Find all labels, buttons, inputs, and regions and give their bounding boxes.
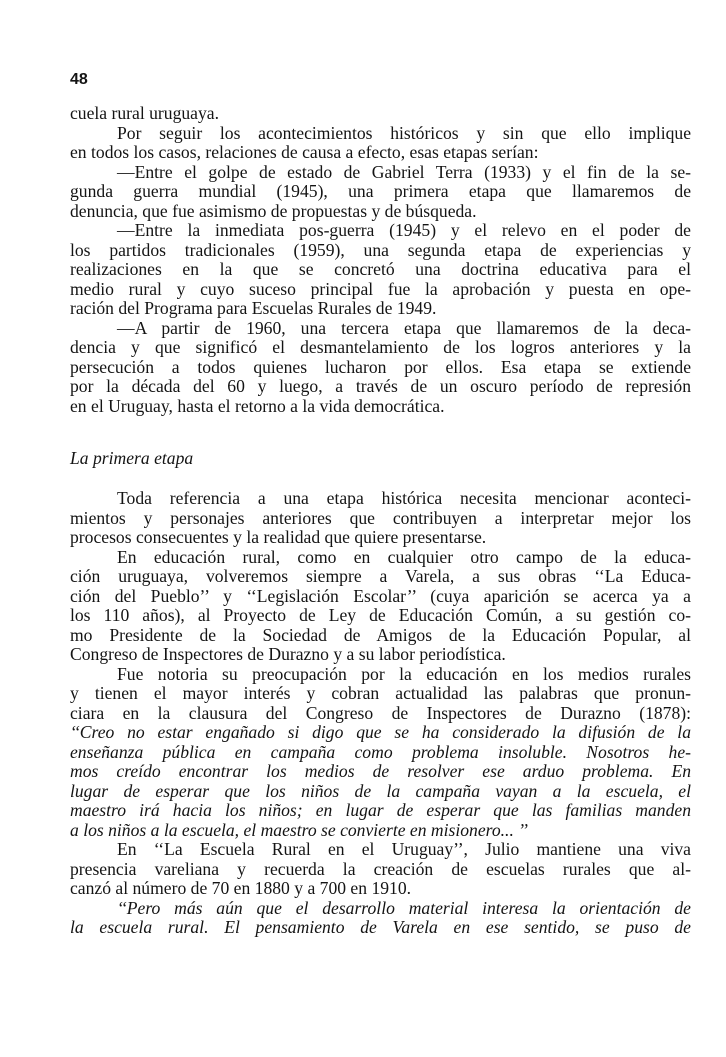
text-line: Por seguir los acontecimientos históricos y sin que ello implique <box>117 122 691 143</box>
text-line: lugar de esperar que los niños de la campaña vayan a la escuela, el <box>70 780 691 801</box>
text-line: dencia y que significó el desmantelamiento de los logros anteriores y la <box>70 337 691 357</box>
section-heading: La primera etapa <box>70 448 194 468</box>
text-line: por la década del 60 y luego, a través de un oscuro período de represión <box>70 376 691 396</box>
text-line: Toda referencia a una etapa histórica necesita mencionar aconteci- <box>117 488 691 508</box>
body-text-section-2 <box>70 489 691 938</box>
text-line: medio rural y cuyo suceso principal fue la aprobación y puesta en ope- <box>70 278 691 299</box>
text-line: canzó al número de 70 en 1880 y a 700 en 1910. <box>70 878 412 898</box>
text-line: denuncia, que fue asimismo de propuestas y de búsqueda. <box>70 200 477 221</box>
text-line: y tienen el mayor interés y cobran actualidad las palabras que pronun- <box>70 683 691 703</box>
text-line: maestro irá hacia los niños; en lugar de esperar que las familias manden <box>70 800 691 820</box>
text-line: presencia vareliana y recuerda la creación de escuelas rurales que al- <box>70 858 691 879</box>
text-line: Congreso de Inspectores de Durazno y a su labor periodística. <box>70 644 506 664</box>
text-line: —Entre la inmediata pos-guerra (1945) y el relevo en el poder de <box>117 220 691 240</box>
text-line: ción uruguaya, volveremos siempre a Varela, a sus obras ‘‘La Educa- <box>70 566 691 586</box>
text-line: ciara en la clausura del Congreso de Inspectores de Durazno (1878): <box>70 702 691 723</box>
text-line: ración del Programa para Escuelas Rurales de 1949. <box>70 298 437 318</box>
text-line: —A partir de 1960, una tercera etapa que llamaremos de la deca- <box>117 317 691 338</box>
text-line: cuela rural uruguaya. <box>70 103 219 123</box>
text-line: los 110 años), al Proyecto de Ley de Educación Común, a su gestión co- <box>70 605 691 625</box>
text-line: en todos los casos, relaciones de causa a efecto, esas etapas serían: <box>70 142 539 162</box>
text-line: ‘‘Creo no estar engañado si digo que se ha considerado la difusión de la <box>70 722 691 742</box>
text-line: En ‘‘La Escuela Rural en el Uruguay’’, Julio mantiene una viva <box>117 839 691 859</box>
text-line: mos creído encontrar los medios de resolver ese arduo problema. En <box>70 761 691 781</box>
text-line: enseñanza pública en campaña como problema insoluble. Nosotros he- <box>70 741 691 762</box>
text-line: Fue notoria su preocupación por la educación en los medios rurales <box>117 663 691 684</box>
text-line: en el Uruguay, hasta el retorno a la vida democrática. <box>70 395 445 416</box>
text-line: ción del Pueblo’’ y ‘‘Legislación Escolar’’ (cuya aparición se acerca ya a <box>70 585 691 606</box>
text-line: procesos consecuentes y la realidad que quiere presentarse. <box>70 527 487 547</box>
text-line: a los niños a la escuela, el maestro se convierte en misionero... ’’ <box>70 819 529 840</box>
text-line: mientos y personajes anteriores que contribuyen a interpretar mejor los <box>70 507 691 528</box>
text-line: En educación rural, como en cualquier otro campo de la educa- <box>117 546 691 567</box>
body-text-section-1 <box>70 104 691 416</box>
text-line: realizaciones en la que se concretó una doctrina educativa para el <box>70 259 691 279</box>
text-line: persecución a todos quienes lucharon por ellos. Esa etapa se extiende <box>70 356 691 377</box>
text-line: —Entre el golpe de estado de Gabriel Terra (1933) y el fin de la se- <box>117 161 691 182</box>
text-line: la escuela rural. El pensamiento de Varela en ese sentido, se puso de <box>70 917 691 937</box>
text-line: gunda guerra mundial (1945), una primera etapa que llamaremos de <box>70 181 691 201</box>
text-line: los partidos tradicionales (1959), una segunda etapa de experiencias y <box>70 239 691 260</box>
page-number: 48 <box>70 71 88 88</box>
text-line: ‘‘Pero más aún que el desarrollo material interesa la orientación de <box>117 897 691 918</box>
text-line: mo Presidente de la Sociedad de Amigos de la Educación Popular, al <box>70 624 691 645</box>
